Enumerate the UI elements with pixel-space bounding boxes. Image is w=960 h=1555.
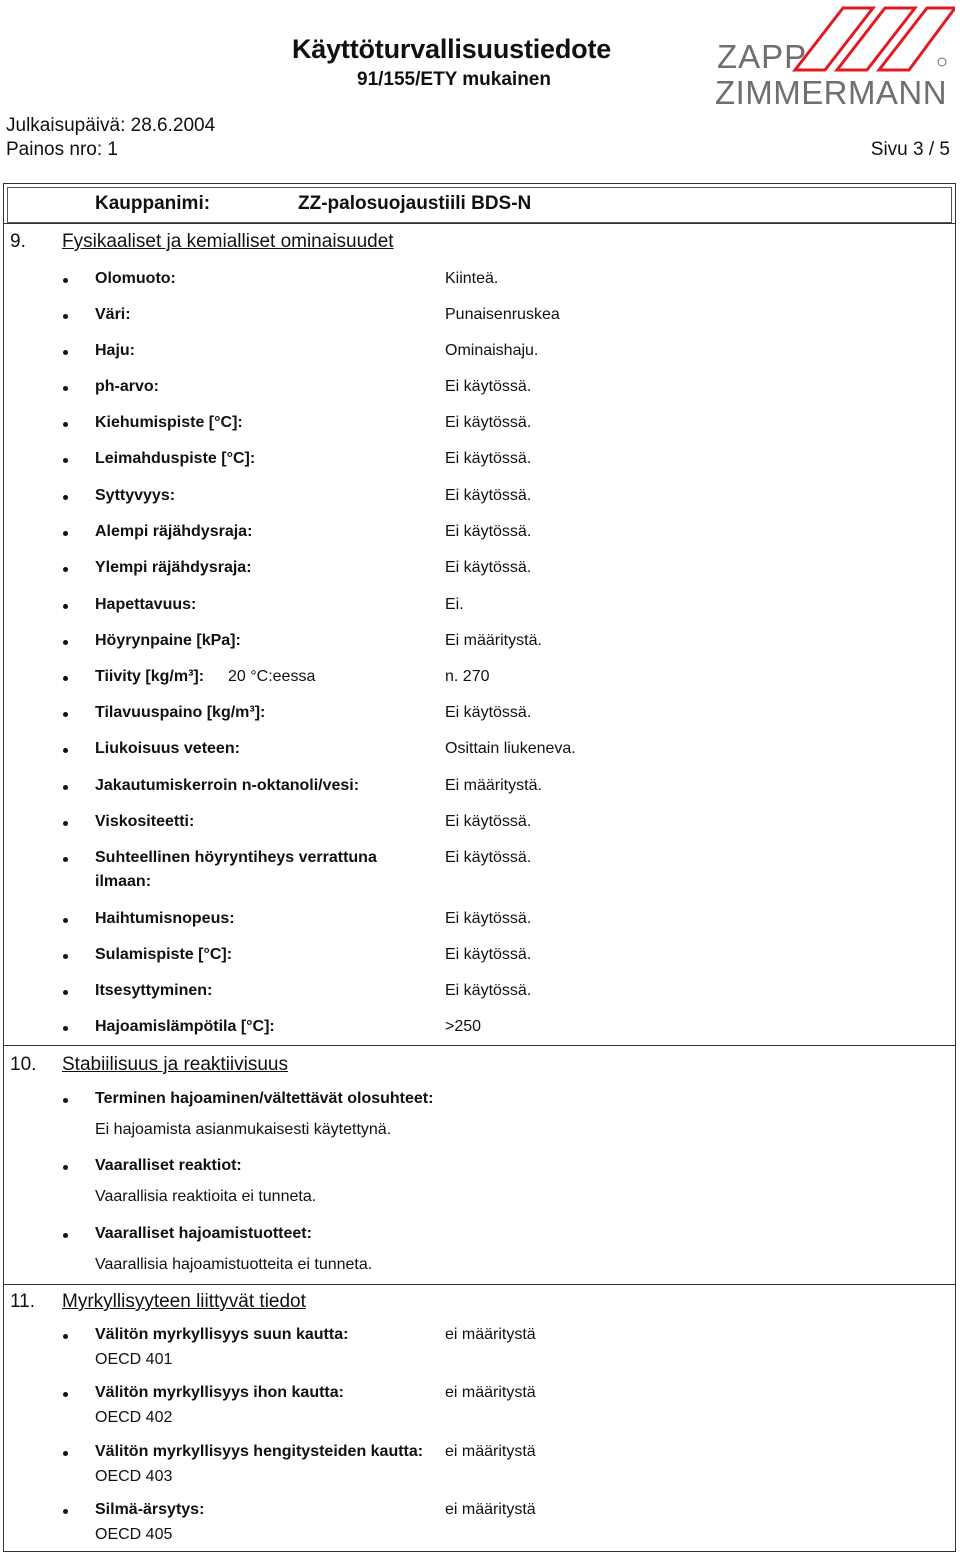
property-label: Tiivity [kg/m³]: xyxy=(95,668,205,685)
toxicity-label: Välitön myrkyllisyys hengitysteiden kautta: xyxy=(95,1443,424,1460)
property-row xyxy=(0,668,960,692)
bullet-icon xyxy=(63,821,68,826)
toxicity-value: ei määritystä xyxy=(445,1384,536,1401)
list-item xyxy=(0,1090,960,1146)
property-value: Ei määritystä. xyxy=(445,777,542,794)
property-label: Alempi räjähdysraja: xyxy=(95,523,253,540)
property-value: Ominaishaju. xyxy=(445,342,539,359)
property-label-cont: ilmaan: xyxy=(95,873,152,890)
section-title: Stabiilisuus ja reaktiivisuus xyxy=(62,1054,288,1075)
bullet-icon xyxy=(63,748,68,753)
property-row xyxy=(0,704,960,728)
property-row xyxy=(0,632,960,656)
section-10-heading xyxy=(10,1054,710,1078)
bullet-icon xyxy=(63,676,68,681)
property-row xyxy=(0,414,960,438)
property-value: Ei käytössä. xyxy=(445,946,532,963)
divider xyxy=(3,1284,956,1285)
document-subtitle: 91/155/ETY mukainen xyxy=(357,69,551,90)
toxicity-row xyxy=(0,1501,960,1551)
property-label: Liukoisuus veteen: xyxy=(95,740,240,757)
trade-name-value: ZZ-palosuojaustiili BDS-N xyxy=(298,193,532,214)
bullet-icon xyxy=(63,350,68,355)
property-label: Viskositeetti: xyxy=(95,813,195,830)
property-row xyxy=(0,342,960,366)
bullet-icon xyxy=(63,1026,68,1031)
bullet-icon xyxy=(63,712,68,717)
bullet-icon xyxy=(63,1392,68,1397)
list-item xyxy=(0,1157,960,1213)
test-method: OECD 403 xyxy=(95,1468,173,1485)
list-item xyxy=(0,1225,960,1281)
divider xyxy=(3,223,956,224)
item-text: Ei hajoamista asianmukaisesti käytettynä. xyxy=(95,1121,392,1138)
section-title: Myrkyllisyyteen liittyvät tiedot xyxy=(62,1291,306,1312)
item-text: Vaarallisia reaktioita ei tunneta. xyxy=(95,1188,317,1205)
property-row xyxy=(0,849,960,890)
property-value: Ei käytössä. xyxy=(445,378,532,395)
section-number: 11. xyxy=(10,1291,36,1312)
property-value: >250 xyxy=(445,1018,482,1035)
release-date: Julkaisupäivä: 28.6.2004 xyxy=(6,115,216,136)
property-label: Ylempi räjähdysraja: xyxy=(95,559,252,576)
property-label: Haihtumisnopeus: xyxy=(95,910,235,927)
bullet-icon xyxy=(63,857,68,862)
edition-number: Painos nro: 1 xyxy=(6,139,118,160)
bullet-icon xyxy=(63,1165,68,1170)
company-logo xyxy=(715,4,955,109)
toxicity-value: ei määritystä xyxy=(445,1326,536,1343)
bullet-icon xyxy=(63,990,68,995)
property-condition: 20 °C:eessa xyxy=(228,668,316,685)
bullet-icon xyxy=(63,386,68,391)
toxicity-row xyxy=(0,1326,960,1376)
bullet-icon xyxy=(63,314,68,319)
item-label: Terminen hajoaminen/vältettävät olosuhteet: xyxy=(95,1090,434,1107)
property-value: n. 270 xyxy=(445,668,490,685)
bullet-icon xyxy=(63,531,68,536)
property-value: Ei käytössä. xyxy=(445,704,532,721)
property-label: Jakautumiskerroin n-oktanoli/vesi: xyxy=(95,777,360,794)
page-number: Sivu 3 / 5 xyxy=(870,139,950,160)
property-label: Hajoamislämpötila [°C]: xyxy=(95,1018,275,1035)
bullet-icon xyxy=(63,954,68,959)
property-value: Ei käytössä. xyxy=(445,910,532,927)
bullet-icon xyxy=(63,785,68,790)
property-row xyxy=(0,740,960,764)
property-value: Kiinteä. xyxy=(445,270,499,287)
toxicity-label: Välitön myrkyllisyys ihon kautta: xyxy=(95,1384,344,1401)
property-row xyxy=(0,306,960,330)
property-label: Tilavuuspaino [kg/m³]: xyxy=(95,704,266,721)
property-value: Ei määritystä. xyxy=(445,632,542,649)
bullet-icon xyxy=(63,458,68,463)
bullet-icon xyxy=(63,1509,68,1514)
property-row xyxy=(0,910,960,934)
property-row xyxy=(0,523,960,547)
property-value: Ei. xyxy=(445,596,464,613)
property-row xyxy=(0,487,960,511)
bullet-icon xyxy=(63,604,68,609)
bullet-icon xyxy=(63,495,68,500)
bullet-icon xyxy=(63,278,68,283)
property-label: Sulamispiste [°C]: xyxy=(95,946,233,963)
bullet-icon xyxy=(63,640,68,645)
section-title: Fysikaaliset ja kemialliset ominaisuudet xyxy=(62,231,394,252)
property-row xyxy=(0,270,960,294)
property-value: Ei käytössä. xyxy=(445,559,532,576)
toxicity-label: Välitön myrkyllisyys suun kautta: xyxy=(95,1326,349,1343)
toxicity-row xyxy=(0,1384,960,1434)
property-label: Haju: xyxy=(95,342,135,359)
logo-line-1: ZAPP xyxy=(717,38,808,75)
section-11-heading xyxy=(10,1291,710,1315)
property-label: Kiehumispiste [°C]: xyxy=(95,414,243,431)
property-row xyxy=(0,1018,960,1042)
bullet-icon xyxy=(63,422,68,427)
property-row xyxy=(0,777,960,801)
property-label: Leimahduspiste [°C]: xyxy=(95,450,256,467)
bullet-icon xyxy=(63,918,68,923)
property-value: Ei käytössä. xyxy=(445,813,532,830)
property-value: Ei käytössä. xyxy=(445,414,532,431)
trade-name-label: Kauppanimi: xyxy=(95,193,211,214)
property-label: Olomuoto: xyxy=(95,270,176,287)
property-row xyxy=(0,378,960,402)
section-number: 10. xyxy=(10,1054,37,1075)
test-method: OECD 405 xyxy=(95,1526,173,1543)
property-row xyxy=(0,596,960,620)
item-label: Vaaralliset hajoamistuotteet: xyxy=(95,1225,312,1242)
bullet-icon xyxy=(63,1451,68,1456)
toxicity-value: ei määritystä xyxy=(445,1501,536,1518)
property-label: Syttyvyys: xyxy=(95,487,176,504)
property-row xyxy=(0,813,960,837)
property-label: Suhteellinen höyryntiheys verrattuna xyxy=(95,849,377,866)
test-method: OECD 402 xyxy=(95,1409,173,1426)
property-value: Ei käytössä. xyxy=(445,523,532,540)
toxicity-label: Silmä-ärsytys: xyxy=(95,1501,205,1518)
property-value: Ei käytössä. xyxy=(445,487,532,504)
toxicity-value: ei määritystä xyxy=(445,1443,536,1460)
property-row xyxy=(0,946,960,970)
property-value: Ei käytössä. xyxy=(445,982,532,999)
bullet-icon xyxy=(63,1098,68,1103)
item-text: Vaarallisia hajoamistuotteita ei tunneta. xyxy=(95,1256,373,1273)
bullet-icon xyxy=(63,1233,68,1238)
divider xyxy=(3,1045,956,1046)
property-label: Väri: xyxy=(95,306,131,323)
document-title: Käyttöturvallisuustiedote xyxy=(292,34,612,64)
property-label: ph-arvo: xyxy=(95,378,159,395)
bullet-icon xyxy=(63,567,68,572)
logo-line-2: ZIMMERMANN xyxy=(715,74,947,109)
property-row xyxy=(0,982,960,1006)
property-label: Hapettavuus: xyxy=(95,596,197,613)
property-row xyxy=(0,559,960,583)
toxicity-row xyxy=(0,1443,960,1493)
property-label: Höyrynpaine [kPa]: xyxy=(95,632,241,649)
section-9-heading xyxy=(10,231,710,255)
bullet-icon xyxy=(63,1334,68,1339)
property-row xyxy=(0,450,960,474)
property-value: Osittain liukeneva. xyxy=(445,740,576,757)
property-value: Ei käytössä. xyxy=(445,849,532,866)
item-label: Vaaralliset reaktiot: xyxy=(95,1157,242,1174)
section-number: 9. xyxy=(10,231,26,252)
property-value: Punaisenruskea xyxy=(445,306,560,323)
test-method: OECD 401 xyxy=(95,1351,173,1368)
property-label: Itsesyttyminen: xyxy=(95,982,213,999)
property-value: Ei käytössä. xyxy=(445,450,532,467)
